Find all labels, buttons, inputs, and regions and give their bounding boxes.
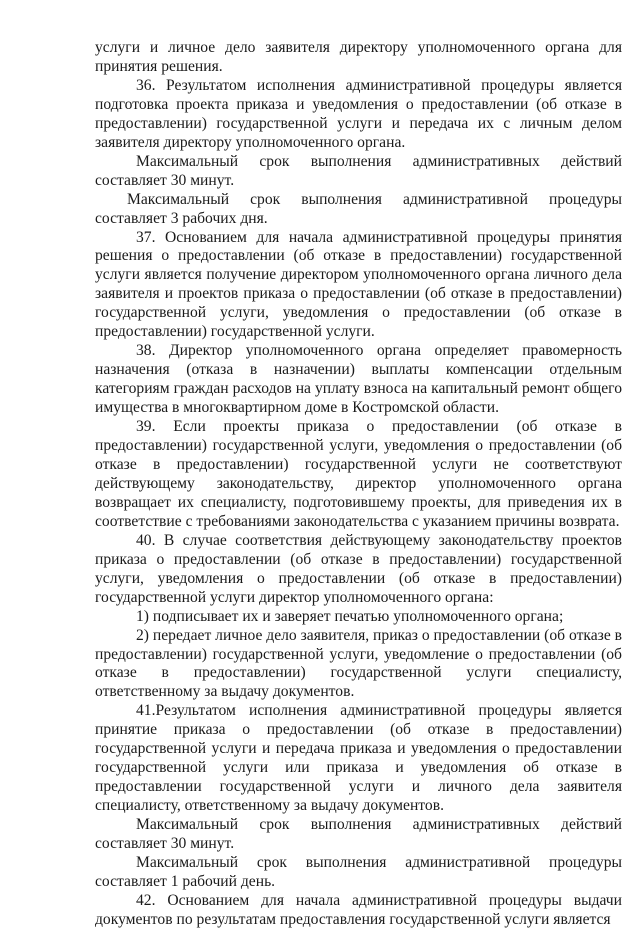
paragraph-41-action-time: Максимальный срок выполнения административных действий составляет 30 минут. (95, 816, 622, 853)
document-body (95, 39, 622, 930)
paragraph-40-item-2: 2) передает личное дело заявителя, приказ о предоставлении (об отказе в предоставлении) государственной услуги, уведомление о предоставлении (об отказе в предоставлении) государственной услуги специалисту, ответственному за выдачу документов. (95, 626, 623, 701)
paragraph-41: 41.Результатом исполнения административной процедуры является принятие приказа о предоставлении (об отказе в предоставлении) государственной услуги и передача приказа и уведомления о предоставлении государственной услуги или приказа и уведомления об отказе в предоставлении государственной услуги и личного дела заявителя специалисту, ответственному за выдачу документов. (95, 702, 622, 815)
paragraph-continuation: услуги и личное дело заявителя директору уполномоченного органа для принятия решения. (95, 39, 622, 75)
paragraph-41-procedure-time: Максимальный срок выполнения административной процедуры составляет 1 рабочий день. (95, 853, 622, 890)
paragraph-39: 39. Если проекты приказа о предоставлении (об отказе в предоставлении) государственной услуги, уведомления о предоставлении (об отказе в предоставлении) государственной услуги не соответствуют действующему законодательству, директор уполномоченного органа возвращает их специалисту, подготовившему проекты, для приведения их в соответствие с требованиями законодательства с указанием причины возврата. (95, 418, 622, 530)
paragraph-36-action-time: Максимальный срок выполнения административных действий составляет 30 минут. (95, 152, 622, 189)
paragraph-42: 42. Основанием для начала административной процедуры выдачи документов по результатам предоставления государственной услуги является (95, 891, 622, 928)
paragraph-37: 37. Основанием для начала административной процедуры принятия решения о предоставлении (об отказе в предоставлении) государственной услуги является получение директором уполномоченного органа личного дела заявителя и проектов приказа о предоставлении (об отказе в предоставлении) государственной услуги, уведомления о предоставлении (об отказе в предоставлении) государственной услуги. (95, 228, 622, 341)
paragraph-40-item-1: 1) подписывает их и заверяет печатью уполномоченного органа; (136, 607, 564, 625)
paragraph-38: 38. Директор уполномоченного органа определяет правомерность назначения (отказа в назначении) выплаты компенсации отдельным категориям граждан расходов на уплату взноса на капитальный ремонт общего имущества в многоквартирном доме в Костромской области. (95, 342, 622, 417)
paragraph-36: 36. Результатом исполнения административной процедуры является подготовка проекта приказа и уведомления о предоставлении (об отказе в предоставлении) государственной услуги и передача их с личным делом заявителя директору уполномоченного органа. (95, 76, 622, 151)
paragraph-40: 40. В случае соответствия действующему законодательству проектов приказа о предоставлении (об отказе в предоставлении) государственной услуги, уведомления о предоставлении (об отказе в предоставлении) государственной услуги директор уполномоченного органа: (95, 531, 622, 606)
paragraph-36-procedure-time: Максимальный срок выполнения административной процедуры составляет 3 рабочих дня. (95, 190, 622, 227)
